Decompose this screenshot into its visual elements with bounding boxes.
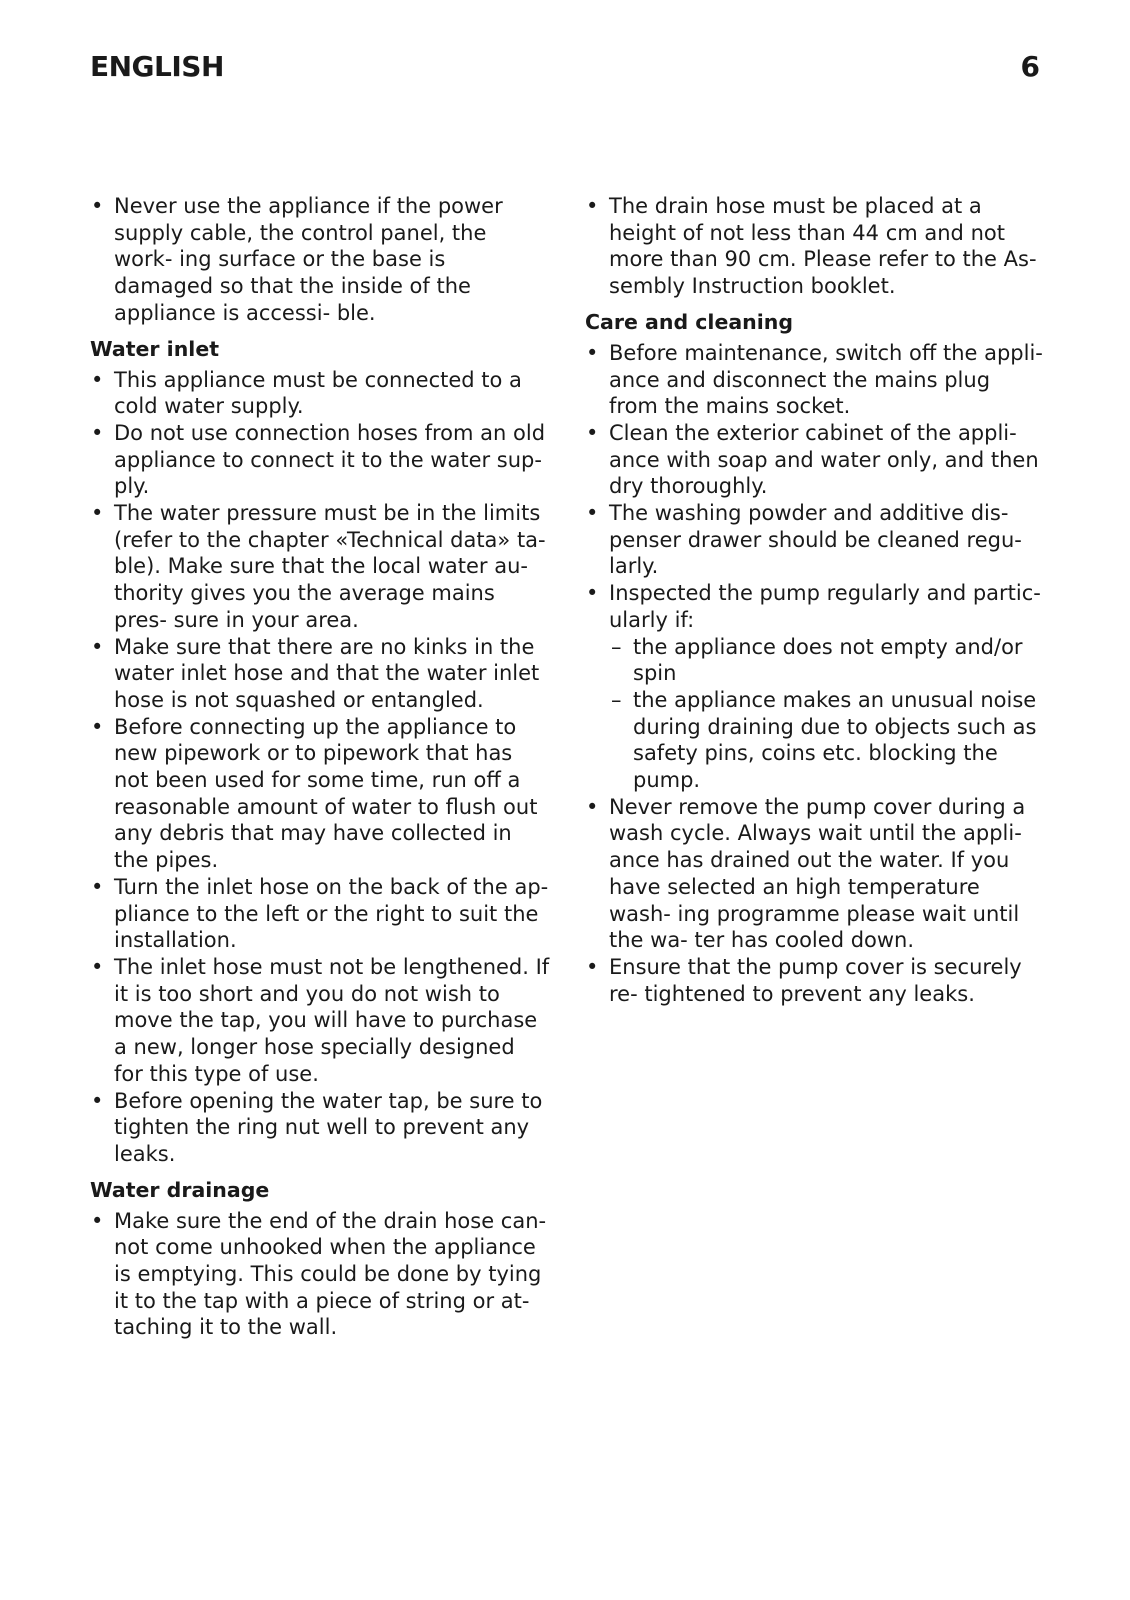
list-item: • Ensure that the pump cover is securely re- tightened to prevent any leaks. [585,954,1045,1007]
list-item: • Never remove the pump cover during a wash cycle. Always wait until the appli- ance has drained out the water. If you have selected an high temperature wash- ing programme please wait until the wa- ter has cooled down. [585,794,1045,954]
list-item: • The water pressure must be in the limits (refer to the chapter «Technical data» ta- ble). Make sure that the local water au- thority gives you the average mains pres- sure in your area. [90,500,550,634]
page-number: 6 [1020,50,1040,83]
list-item: • The washing powder and additive dis- penser drawer should be cleaned regu- larly. [585,500,1045,580]
list-item: • Before opening the water tap, be sure to tighten the ring nut well to prevent any leaks. [90,1088,550,1168]
care-cleaning-list [585,340,1045,1008]
list-item: • Never use the appliance if the power supply cable, the control panel, the work- ing surface or the base is damaged so that the inside of the appliance is accessi- ble. [90,193,550,327]
section-heading-water-drainage: Water drainage [90,1177,270,1202]
list-item: • Before connecting up the appliance to new pipework or to pipework that has not been used for some time, run off a reasonable amount of water to flush out any debris that may have collected in the pipes. [90,714,550,874]
water-inlet-list [90,367,550,1168]
language-label: ENGLISH [90,50,224,83]
page-header [90,50,1040,83]
section-heading-water-inlet: Water inlet [90,336,220,361]
sub-list-item: – the appliance does not empty and/or spin [585,634,1045,687]
list-item: • Clean the exterior cabinet of the appli- ance with soap and water only, and then dry thoroughly. [585,420,1045,500]
section-heading-care-cleaning: Care and cleaning [585,309,794,334]
list-item: • Before maintenance, switch off the appli- ance and disconnect the mains plug from the mains socket. [585,340,1045,420]
list-item: • Do not use connection hoses from an old appliance to connect it to the water sup- ply. [90,420,550,500]
left-column [90,193,550,1341]
drain-intro-list [585,193,1045,300]
list-item: • Inspected the pump regularly and partic- ularly if: [585,580,1045,633]
right-column [585,193,1045,1007]
water-drainage-list [90,1208,550,1342]
list-item: • The inlet hose must not be lengthened. If it is too short and you do not wish to move the tap, you will have to purchase a new, longer hose specially designed for this type of use. [90,954,550,1088]
list-item: • Make sure that there are no kinks in the water inlet hose and that the water inlet hose is not squashed or entangled. [90,634,550,714]
list-item: • This appliance must be connected to a cold water supply. [90,367,550,420]
list-item: • The drain hose must be placed at a height of not less than 44 cm and not more than 90 cm. Please refer to the As- sembly Instruction booklet. [585,193,1045,300]
list-item: • Make sure the end of the drain hose can- not come unhooked when the appliance is emptying. This could be done by tying it to the tap with a piece of string or at- taching it to the wall. [90,1208,550,1342]
list-item: • Turn the inlet hose on the back of the ap- pliance to the left or the right to suit the installation. [90,874,550,954]
sub-list-item: – the appliance makes an unusual noise during draining due to objects such as safety pins, coins etc. blocking the pump. [585,687,1045,794]
intro-list [90,193,550,327]
